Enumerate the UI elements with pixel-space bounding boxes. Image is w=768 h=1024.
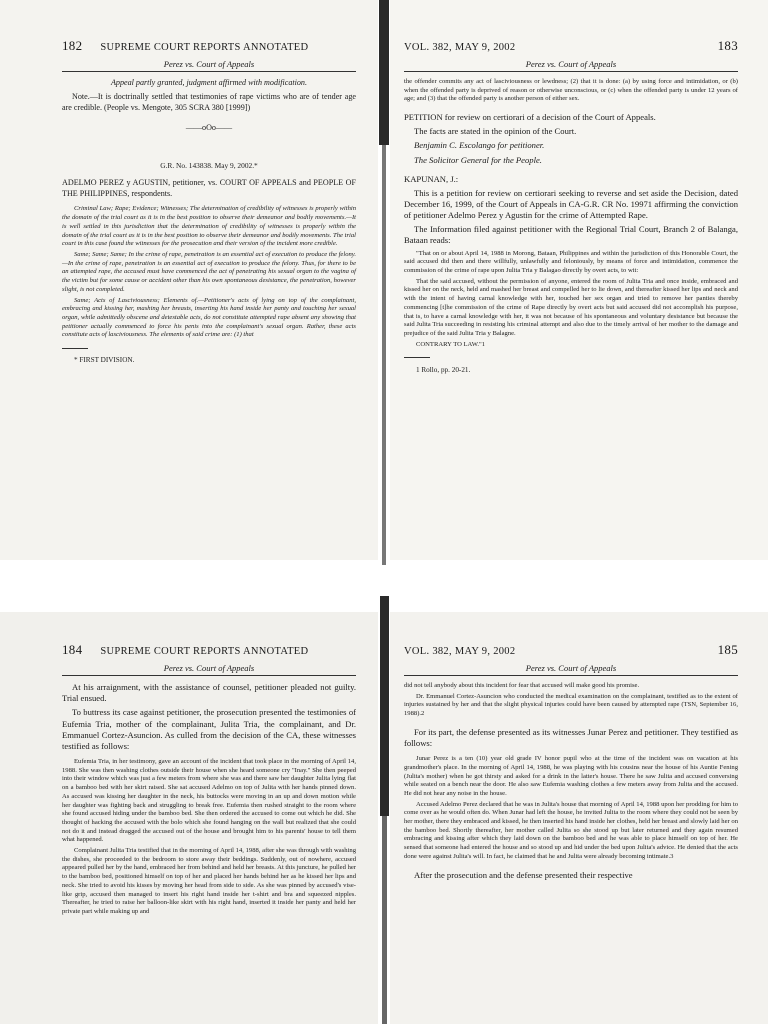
page-header (62, 38, 356, 54)
header-rule (62, 675, 356, 676)
syllabus-1: Criminal Law; Rape; Evidence; Witnesses; The determination of credibility of witnesses is properly within the domain of the trial court as it is in the best position to observe their demeanor and bodily movements.—It is well settled in this jurisdiction that the determination of credibility of witnesses is properly within the domain of the trial court as it is in the best position to observe their demeanor and bodily movements. The trial court in this case found the witnesses for the prosecution and their version of the incident more credible. (62, 205, 356, 248)
running-title: SUPREME COURT REPORTS ANNOTATED (100, 42, 309, 53)
syllabus-2: Same; Same; Same; In the crime of rape, penetration is an essential act of execution to produce the felony.—In the crime of rape, penetration is an essential act of execution to produce the felony. Thus, for there to be an attempted rape, the accused must have commenced the act of penetrating his sexual organ to the vagina of the victim but for some cause or accident other than his own spontaneous desistance, the penetration, however slight, is not completed. (62, 250, 356, 293)
testimony-doctor: Dr. Emmanuel Cortez-Asuncion who conducted the medical examination on the complainant, testified as to the extent of injuries sustained by her and that the slight physical injuries could have been caused by attempted rape (TSN, September 16, 1988).2 (404, 692, 738, 718)
opinion-para-2: To buttress its case against petitioner, the prosecution presented the testimonies of Eufemia Tria, mother of the complainant, Julita Tria, the complainant, and Dr. Emmanuel Cortez-Asuncion. As culled from the decision of the CA, these witnesses testified as follows: (62, 707, 356, 751)
page-header (404, 38, 738, 54)
testimony-adelmo: Accused Adelmo Perez declared that he was in Julita's house that morning of April 14, 1988 upon her prodding for him to come over as he would often do. When Junar had left the house, he invited Julita to the room where they could not be seen by her mother, there they embraced and kissed, he then inserted his hand inside her clothes, held her breast and slowly laid her on the bamboo bed. Shortly thereafter, her mother called Julita so she stood up but later returned and they again resumed embracing and kissing after which they laid down on the bamboo bed and he was able to place himself on top of her. He sensed that someone had entered the house and so stood up and hid under the bed upon Julita's advice. He denied that the acts done were against Julita's will. In fact, he claimed that he and Julita were already becoming intimate.3 (404, 800, 738, 860)
running-title: SUPREME COURT REPORTS ANNOTATED (100, 646, 309, 657)
page-number: 184 (62, 642, 83, 657)
case-subhead: Perez vs. Court of Appeals (163, 663, 255, 673)
page-header (62, 642, 356, 658)
closing-line: After the prosecution and the defense presented their respective (414, 869, 633, 880)
ornament: ——oOo—— (185, 123, 233, 133)
information-quote-1: "That on or about April 14, 1988 in Morong, Bataan, Philippines and within the jurisdiction of this Honorable Court, the said accused did then and there willfully, unlawfully and feloniously, by means of force and intimidation, commence the commission of the crime of rape upon Julita Tria y Balagao directly by overt acts, to wit: (404, 249, 738, 275)
case-subhead: Perez vs. Court of Appeals (525, 663, 617, 673)
page-183 (390, 0, 768, 560)
defense-intro: For its part, the defense presented as its witnesses Junar Perez and petitioner. They testified as follows: (404, 726, 738, 748)
footnote-rule (62, 348, 88, 349)
gr-number: G.R. No. 143838. May 9, 2002.* (160, 161, 258, 171)
book-spine-shadow-lower (380, 596, 389, 816)
ponente: KAPUNAN, J.: (404, 173, 459, 184)
syllabus-3: Same; Acts of Lasciviousness; Elements of.—Petitioner's acts of lying on top of the complainant, embracing and kissing her, mashing her breasts, inserting his hand inside her panty and touching her sexual organ, while admittedly obscene and detestable acts, do not constitute attempted rape absent any showing that petitioner actually commenced to force his penis into the complainant's sexual organ. Rather, these acts constitute acts of lasciviousness. The elements of said crime are: (1) that (62, 296, 356, 339)
syllabus-continued: the offender commits any act of lasciviousness or lewdness; (2) that it is done: (a) by using force and intimidation, or (b) when the offended party is deprived of reason or otherwise unconscious, or (c) when the offended party is under 12 years of age; and (3) that the offended party is another person of either sex. (404, 78, 738, 103)
counsel-people: The Solicitor General for the People. (414, 154, 542, 165)
opinion-para-1: At his arraignment, with the assistance of counsel, petitioner pleaded not guilty. Trial ensued. (62, 682, 356, 704)
header-rule (404, 71, 738, 72)
page-184 (0, 612, 378, 1024)
testimony-junar: Junar Perez is a ten (10) year old grade IV honor pupil who at the time of the incident was on vacation at his grandmother's place. In the morning of April 14, 1988, he was playing with his cousins near the house of his Auntie Fening (Julita's mother) when he got thirsty and asked for a drink in the latter's house. There he saw Julita and accused conversing while seated on a bench near the door. He also saw Eufemia washing clothes a few meters away from Julita and the accused. He did not hear any noise in the house. (404, 755, 738, 797)
book-spine-shadow (379, 0, 389, 145)
testimony-julita: Complainant Julita Tria testified that in the morning of April 14, 1988, after she was through with washing the dishes, she proceeded to the bedroom to store away their beddings. Suddenly, out of nowhere, accused appeared pulled her by the hand, embraced her from behind and held her breasts. At this juncture, he pulled her to the bamboo bed, positioned himself on top of her and placed her hands behind her as he kissed her lips and neck. She tried to avoid his kisses by moving her head from side to side. As she was pinned by accused's vise-like grip, accused then managed to insert his right hand inside her t-shirt and bra and squeezed nipples. Thereafter, he tried to raise her balloon-like skirt with his right hand, inserted it inside her panty and held her private part while making up and (62, 847, 356, 915)
page-number: 182 (62, 38, 83, 53)
volume-date: VOL. 382, MAY 9, 2002 (404, 646, 516, 657)
page-182 (0, 0, 378, 560)
facts-line: The facts are stated in the opinion of the Court. (414, 126, 577, 137)
header-rule (404, 675, 738, 676)
case-parties: ADELMO PEREZ y AGUSTIN, petitioner, vs. COURT OF APPEALS and PEOPLE OF THE PHILIPPINES, respondents. (62, 178, 356, 198)
testimony-eufemia: Eufemia Tria, in her testimony, gave an account of the incident that took place in the morning of April 14, 1988. She was then washing clothes outside their house when she heard someone cry "Inay." She then peeped into their window which was just a few meters from where she was and there saw her daughter Julita lying flat on a bamboo bed with her skirt raised. She sat accused Adelmo on top of Julita with her hands pinned down. As accused was kissing her daughter in the neck, his buttocks were moving in an up and down motion while her daughter was fighting back and struggling to break free. Eufemia then rushed straight to the room where she found accused hiding under the bamboo bed. She then ordered the accused to come out which he did. She thought of hacking the accused with the bolo which she found hanging on the wall but realized that she could not do it and instead dragged the accused out of the house and brought him to his parents' house to tell them what happened. (62, 758, 356, 844)
contrary-to-law: CONTRARY TO LAW."1 (416, 340, 486, 348)
petition-line: PETITION for review on certiorari of a decision of the Court of Appeals. (404, 112, 656, 123)
footnote: 1 Rollo, pp. 20-21. (416, 365, 471, 374)
footnote: * FIRST DIVISION. (74, 356, 135, 365)
counsel-petitioner: Benjamin C. Escolango for petitioner. (414, 140, 545, 151)
page-number: 185 (717, 642, 738, 657)
volume-date: VOL. 382, MAY 9, 2002 (404, 42, 516, 53)
page-number: 183 (717, 38, 738, 53)
opinion-para-1: This is a petition for review on certiorari seeking to reverse and set aside the Decision, dated December 16, 1999, of the Court of Appeals in CA-G.R. CR No. 19971 affirming the conviction of petitioner Adelmo Perez y Agustin for the crime of Attempted Rape. (404, 187, 738, 221)
case-subhead: Perez vs. Court of Appeals (525, 59, 617, 69)
page-185 (390, 612, 768, 1024)
case-subhead: Perez vs. Court of Appeals (163, 59, 255, 69)
header-rule (62, 71, 356, 72)
page-header (404, 642, 738, 658)
information-quote-2: That the said accused, without the permission of anyone, entered the room of Julita Tria and once inside, embraced and kissed her on the neck, held and mashed her breast and compelled her to lie down, and thereafter kissed her lips and neck and with the intent of having carnal knowledge with her, touched her sex organ and tried to remove her panties thereby commencing [t]he commission of the crime of Rape directly by overt acts but said accused did not accomplish his purpose, that is, to have a carnal knowledge with her, it was not because of his spontaneous and voluntary desistance but because the said Julita Tria succeeding in resisting his criminal attempt and also due to the timely arrival of her mother to the damage and prejudice of the said Julita Tria y Balagne. (404, 277, 738, 337)
annotation-note: Note.—It is doctrinally settled that testimonies of rape victims who are of tender age are credible. (People vs. Mengote, 305 SCRA 380 [1999]) (62, 92, 356, 112)
testimony-continued: did not tell anybody about this incident for fear that accused will make good his promise. (404, 682, 640, 689)
opinion-para-2: The Information filed against petitioner with the Regional Trial Court, Branch 2 of Balanga, Bataan reads: (404, 224, 738, 246)
book-spine-line (382, 145, 386, 565)
book-spine-line-lower (382, 816, 387, 1024)
footnote-rule (404, 357, 430, 358)
disposition: Appeal partly granted, judgment affirmed with modification. (110, 78, 308, 87)
